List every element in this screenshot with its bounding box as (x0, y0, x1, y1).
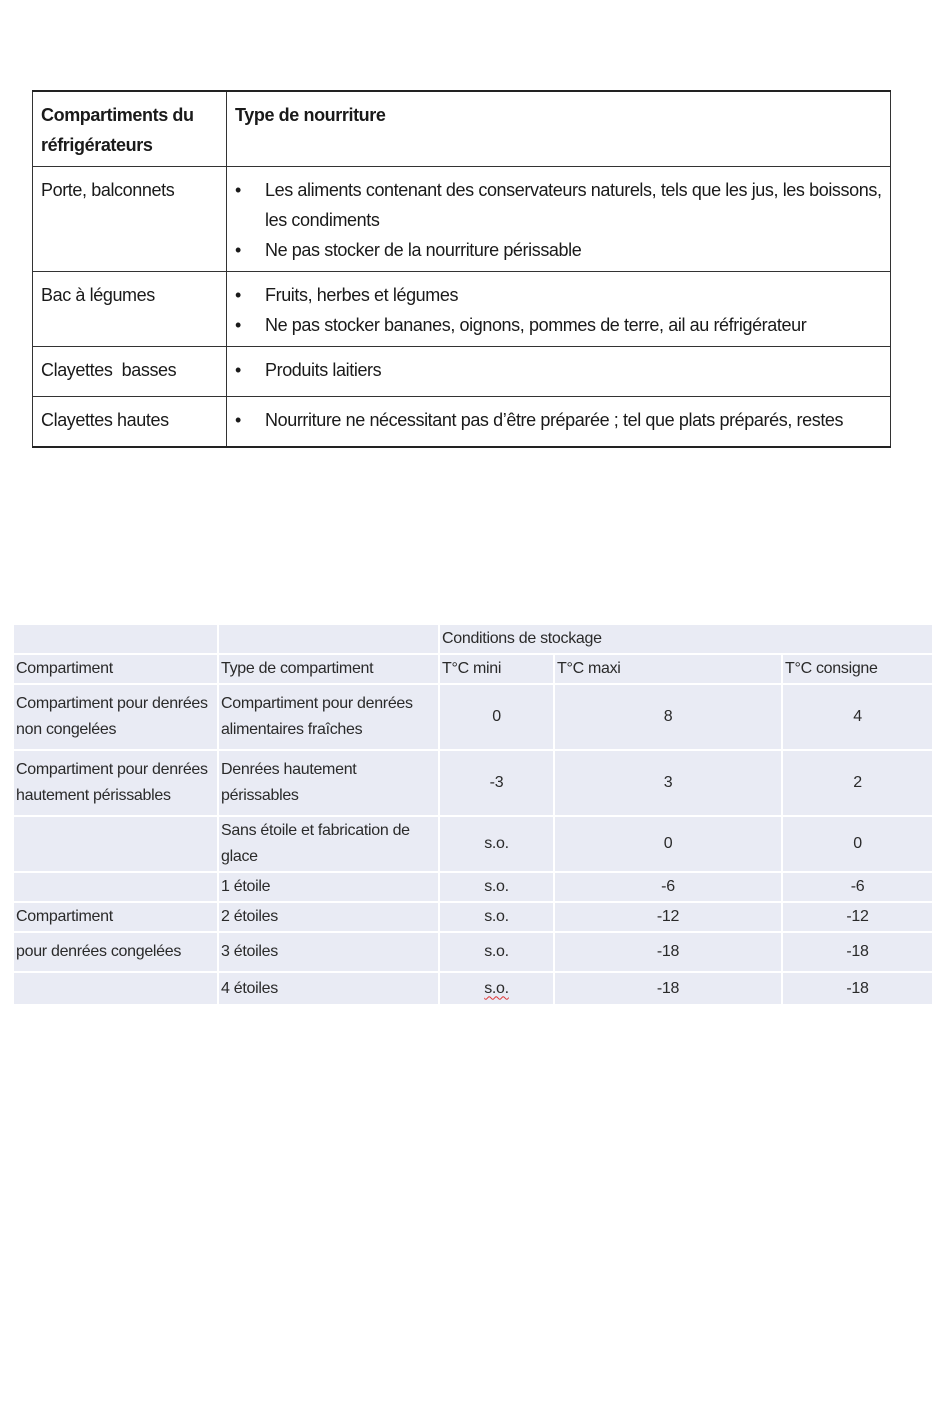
table-row (13, 932, 933, 972)
list-item: • Ne pas stocker de la nourriture périssable (235, 235, 882, 265)
compartment-cell: Compartiment pour denrées non congelées (13, 684, 218, 750)
food-type-cell (227, 272, 891, 347)
food-type-cell (227, 167, 891, 272)
food-type-cell (227, 397, 891, 448)
header-compartments: Compartiments du réfrigérateurs (33, 91, 227, 167)
temp-setpoint-cell: -6 (782, 872, 933, 902)
compartment-type-cell: 1 étoile (218, 872, 439, 902)
temp-min-cell: s.o. (439, 872, 554, 902)
compartment-cell: Compartiment (13, 902, 218, 932)
header-food-type: Type de nourriture (227, 91, 891, 167)
temp-max-cell: 3 (554, 750, 782, 816)
table-row (33, 347, 891, 397)
compartment-cell: Clayettes hautes (33, 397, 227, 448)
compartment-type-cell: 3 étoiles (218, 932, 439, 972)
bullet-list (235, 280, 882, 340)
header-temp-min: T°C mini (439, 654, 554, 684)
compartment-type-cell: Compartiment pour denrées alimentaires fraîches (218, 684, 439, 750)
fridge-compartments-table (32, 90, 891, 448)
header-compartment-type: Type de compartiment (218, 654, 439, 684)
table-row (13, 902, 933, 932)
temp-max-cell: 8 (554, 684, 782, 750)
bullet-list (235, 405, 882, 435)
compartment-type-cell: 4 étoiles (218, 972, 439, 1005)
list-item: • Les aliments contenant des conservateurs naturels, tels que les jus, les boissons, les condiments (235, 175, 882, 235)
empty-cell (218, 624, 439, 654)
header-temp-setpoint: T°C consigne (782, 654, 933, 684)
compartment-cell: Clayettes basses (33, 347, 227, 397)
temp-setpoint-cell: -12 (782, 902, 933, 932)
table-row (33, 397, 891, 448)
compartment-cell: Bac à légumes (33, 272, 227, 347)
header-temp-max: T°C maxi (554, 654, 782, 684)
compartment-type-cell: Sans étoile et fabrication de glace (218, 816, 439, 872)
table-header-row (33, 91, 891, 167)
storage-conditions-table (12, 623, 934, 1006)
compartment-cell: pour denrées congelées (13, 932, 218, 972)
temp-min-cell: s.o. (439, 902, 554, 932)
table-row (13, 972, 933, 1005)
temp-min-cell: s.o. (439, 816, 554, 872)
empty-cell (13, 624, 218, 654)
temp-setpoint-cell: 2 (782, 750, 933, 816)
bullet-list (235, 355, 882, 385)
compartment-type-cell: 2 étoiles (218, 902, 439, 932)
temp-max-cell: 0 (554, 816, 782, 872)
storage-conditions-header: Conditions de stockage (439, 624, 933, 654)
list-item: • Nourriture ne nécessitant pas d’être préparée ; tel que plats préparés, restes (235, 405, 882, 435)
list-item: • Ne pas stocker bananes, oignons, pommes de terre, ail au réfrigérateur (235, 310, 882, 340)
list-item: • Produits laitiers (235, 355, 882, 385)
compartment-cell: Porte, balconnets (33, 167, 227, 272)
table-row (13, 684, 933, 750)
temp-min-cell: 0 (439, 684, 554, 750)
temp-setpoint-cell: 4 (782, 684, 933, 750)
bullet-list (235, 175, 882, 265)
temp-min-cell: -3 (439, 750, 554, 816)
compartment-cell (13, 872, 218, 902)
temp-max-cell: -18 (554, 972, 782, 1005)
temp-setpoint-cell: -18 (782, 972, 933, 1005)
table-row (13, 872, 933, 902)
temp-setpoint-cell: -18 (782, 932, 933, 972)
group-header-row (13, 624, 933, 654)
compartment-cell (13, 816, 218, 872)
table-row (33, 272, 891, 347)
temp-min-cell (439, 972, 554, 1005)
table-row (13, 816, 933, 872)
table-header-row (13, 654, 933, 684)
compartment-cell (13, 972, 218, 1005)
temp-setpoint-cell: 0 (782, 816, 933, 872)
temp-max-cell: -18 (554, 932, 782, 972)
temp-max-cell: -6 (554, 872, 782, 902)
compartment-cell: Compartiment pour denrées hautement périssables (13, 750, 218, 816)
compartment-type-cell: Denrées hautement périssables (218, 750, 439, 816)
temp-min-cell: s.o. (439, 932, 554, 972)
table-row (13, 750, 933, 816)
list-item: • Fruits, herbes et légumes (235, 280, 882, 310)
table-row (33, 167, 891, 272)
header-compartment: Compartiment (13, 654, 218, 684)
spellcheck-underlined-text: s.o. (484, 979, 509, 997)
temp-max-cell: -12 (554, 902, 782, 932)
food-type-cell (227, 347, 891, 397)
